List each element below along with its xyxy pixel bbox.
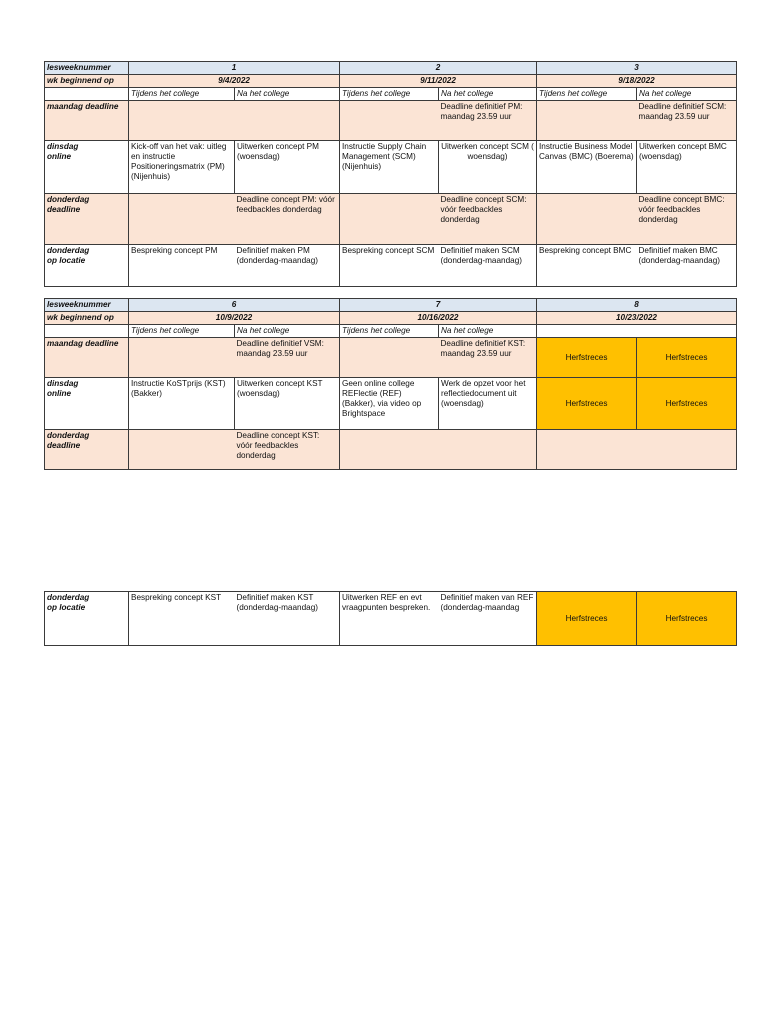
cell: Definitief maken BMC (donderdag-maandag) [637,245,737,287]
cell: Deadline concept KST: vóór feedbackles donderdag [235,430,340,470]
empty-cell [537,430,737,470]
cell: Deadline concept BMC: vóór feedbackles donderdag [637,194,737,245]
cell: Definitief maken SCM (donderdag-maandag) [439,245,537,287]
cell: Geen online college REFlectie (REF) (Bakker), via video op Brightspace [340,378,439,430]
label-line: dinsdag [47,379,79,388]
week-date: 10/23/2022 [537,312,737,325]
cell: Definitief maken KST (donderdag-maandag) [235,592,340,646]
label-line: donderdag [47,246,90,255]
week-number: 3 [537,62,737,75]
subheader-tijdens: Tijdens het college [340,88,439,101]
cell: Uitwerken concept PM (woensdag) [235,141,340,194]
subheader-na: Na het college [235,88,340,101]
week-number: 6 [129,299,340,312]
subheader-na: Na het college [235,325,340,338]
cell: Deadline definitief VSM: maandag 23.59 uur [235,338,340,378]
label-line: donderdag [47,431,90,440]
cell: Instructie Supply Chain Management (SCM) (Nijenhuis) [340,141,439,194]
cell: Deadline concept SCM: vóór feedbackles donderdag [439,194,537,245]
subheader-na: Na het college [439,88,537,101]
cell: Deadline definitief SCM: maandag 23.59 uur [637,101,737,141]
cell [537,194,637,245]
herfstreces-cell: Herfstreces [637,378,737,430]
empty-cell [45,325,129,338]
row-label-donderdag-deadline [45,430,129,470]
week-date: 9/4/2022 [129,75,340,88]
cell: Deadline definitief PM: maandag 23.59 uur [439,101,537,141]
row-label-lesweeknummer: lesweeknummer [45,62,129,75]
cell: Instructie Business Model Canvas (BMC) (Boerema) [537,141,637,194]
empty-cell [45,88,129,101]
herfstreces-cell: Herfstreces [637,592,737,646]
cell: Uitwerken concept BMC (woensdag) [637,141,737,194]
cell [340,194,439,245]
cell: Deadline definitief KST: maandag 23.59 uur [439,338,537,378]
cell: Bespreking concept PM [129,245,235,287]
schedule-table-weeks-6-8-continued [44,591,737,646]
herfstreces-cell: Herfstreces [537,338,637,378]
cell: Uitwerken REF en evt vraagpunten bespreken. [340,592,439,646]
herfstreces-cell: Herfstreces [537,378,637,430]
week-date: 9/11/2022 [340,75,537,88]
cell: Uitwerken concept KST (woensdag) [235,378,340,430]
cell [235,101,340,141]
week-number: 2 [340,62,537,75]
label-line: deadline [47,205,81,214]
row-label-donderdag-deadline [45,194,129,245]
cell: Definitief maken PM (donderdag-maandag) [235,245,340,287]
empty-cell [537,325,737,338]
label-line: online [47,152,72,161]
row-label-donderdag-op-locatie [45,592,129,646]
subheader-tijdens: Tijdens het college [129,325,235,338]
cell: Werk de opzet voor het reflectiedocument uit (woensdag) [439,378,537,430]
cell: Uitwerken concept SCM ( woensdag) [439,141,537,194]
cell: Deadline concept PM: vóór feedbackles donderdag [235,194,340,245]
cell [129,101,235,141]
week-date: 9/18/2022 [537,75,737,88]
cell [129,194,235,245]
cell [340,338,439,378]
cell [129,338,235,378]
row-label-wk-beginnend-op: wk beginnend op [45,75,129,88]
week-number: 7 [340,299,537,312]
herfstreces-cell: Herfstreces [637,338,737,378]
cell: Bespreking concept BMC [537,245,637,287]
cell: Instructie KoSTprijs (KST) (Bakker) [129,378,235,430]
subheader-tijdens: Tijdens het college [537,88,637,101]
week-date: 10/16/2022 [340,312,537,325]
label-line: online [47,389,72,398]
cell: Kick-off van het vak: uitleg en instructie Positioneringsmatrix (PM) (Nijenhuis) [129,141,235,194]
cell [340,101,439,141]
row-label-maandag-deadline: maandag deadline [45,338,129,378]
cell: Definitief maken van REF (donderdag-maandag [439,592,537,646]
subheader-na: Na het college [637,88,737,101]
cell [129,430,235,470]
herfstreces-cell: Herfstreces [537,592,637,646]
subheader-na: Na het college [439,325,537,338]
row-label-maandag-deadline: maandag deadline [45,101,129,141]
subheader-tijdens: Tijdens het college [340,325,439,338]
label-line: donderdag [47,593,90,602]
label-line: op locatie [47,256,86,265]
subheader-tijdens: Tijdens het college [129,88,235,101]
row-label-donderdag-op-locatie [45,245,129,287]
empty-cell [340,430,537,470]
row-label-lesweeknummer: lesweeknummer [45,299,129,312]
cell [537,101,637,141]
row-label-dinsdag-online [45,141,129,194]
cell: Bespreking concept SCM [340,245,439,287]
label-line: dinsdag [47,142,79,151]
cell: Bespreking concept KST [129,592,235,646]
schedule-table-weeks-6-8 [44,298,737,470]
label-line: deadline [47,441,81,450]
week-number: 8 [537,299,737,312]
row-label-dinsdag-online [45,378,129,430]
week-date: 10/9/2022 [129,312,340,325]
label-line: op locatie [47,603,86,612]
schedule-table-weeks-1-3 [44,61,737,287]
label-line: donderdag [47,195,90,204]
row-label-wk-beginnend-op: wk beginnend op [45,312,129,325]
week-number: 1 [129,62,340,75]
